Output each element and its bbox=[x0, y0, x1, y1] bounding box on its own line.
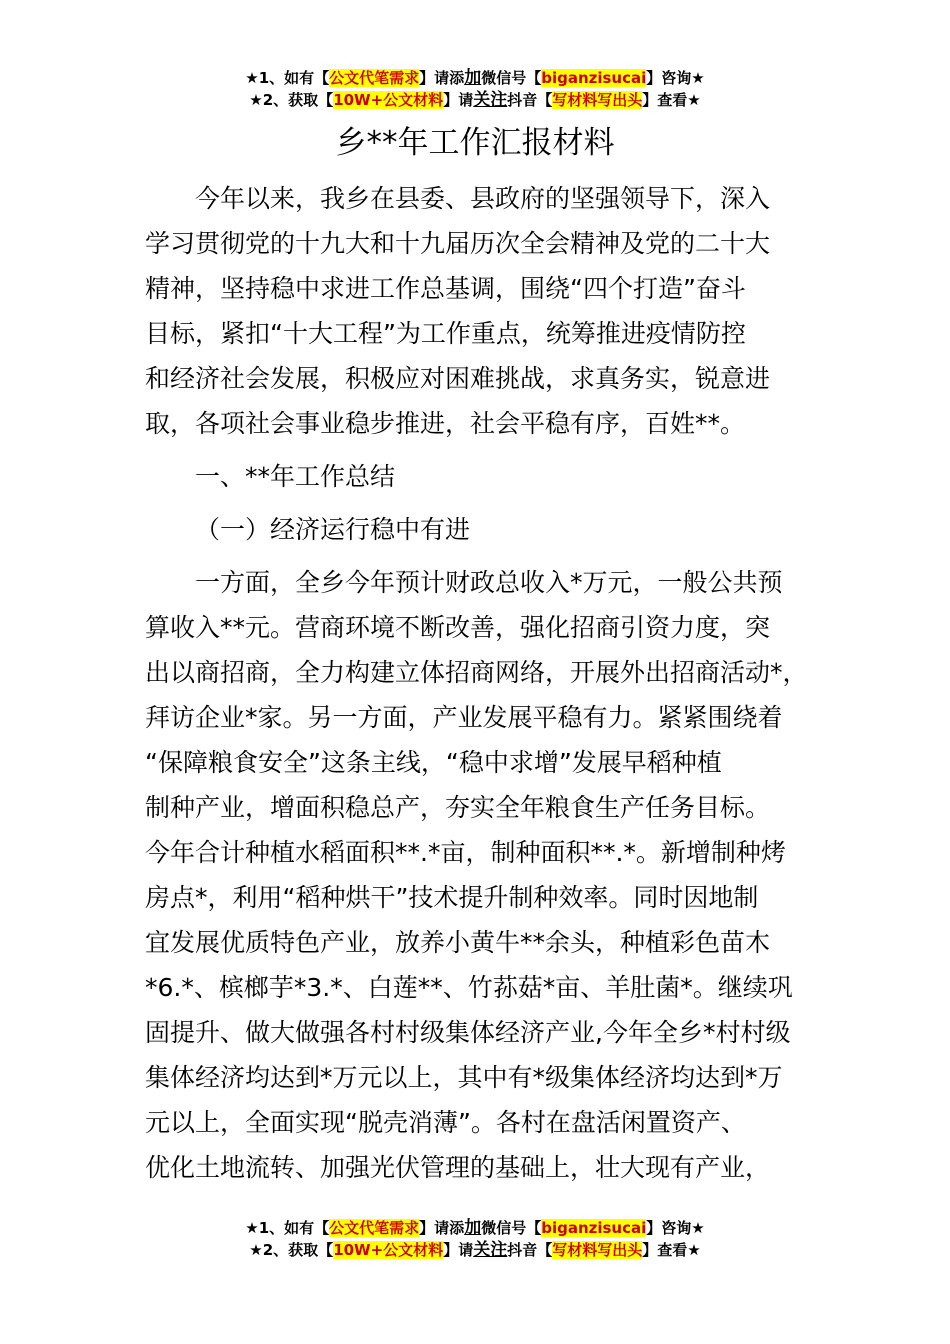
paragraph-line: 宜发展优质特色产业，放养小黄牛**余头，种植彩色苗木 bbox=[145, 928, 771, 957]
highlight-materials: 10W+公文材料 bbox=[333, 1241, 444, 1259]
paragraph-line: *6.*、槟榔芋*3.*、白莲**、竹荪菇*亩、羊肚菌*。继续巩 bbox=[145, 973, 793, 1002]
document-title: 乡**年工作汇报材料 bbox=[335, 125, 615, 161]
subsection-heading: （一）经济运行稳中有进 bbox=[195, 515, 471, 544]
document-body bbox=[145, 176, 845, 1190]
paragraph-line: 出以商招商，全力构建立体招商网络，开展外出招商活动*， bbox=[145, 658, 808, 687]
highlight-service: 公文代笔需求 bbox=[329, 69, 420, 87]
paragraph-line: 一方面，全乡今年预计财政总收入*万元，一般公共预 bbox=[195, 568, 783, 597]
banner-line-1: ★1、如有【公文代笔需求】请添加微信号【biganzisucai】咨询★ bbox=[245, 1218, 705, 1238]
paragraph-line: 元以上，全面实现“脱壳消薄”。各村在盘活闲置资产、 bbox=[145, 1108, 746, 1137]
paragraph-line: 和经济社会发展，积极应对困难挑战，求真务实，锐意进 bbox=[145, 364, 771, 393]
highlight-wechat-id: biganzisucai bbox=[541, 69, 647, 87]
banner-line-1: ★1、如有【公文代笔需求】请添加微信号【biganzisucai】咨询★ bbox=[245, 68, 705, 88]
paragraph-line: 房点*，利用“稻种烘干”技术提升制种效率。同时因地制 bbox=[145, 883, 759, 912]
paragraph-line: 优化土地流转、加强光伏管理的基础上，壮大现有产业， bbox=[145, 1153, 771, 1182]
banner-line-2: ★2、获取【10W+公文材料】请关注抖音【写材料写出头】查看★ bbox=[249, 90, 701, 110]
paragraph-line: 取，各项社会事业稳步推进，社会平稳有序，百姓**。 bbox=[145, 409, 746, 438]
paragraph-line: 精神，坚持稳中求进工作总基调，围绕“四个打造”奋斗 bbox=[145, 274, 746, 303]
section-heading: 一、**年工作总结 bbox=[195, 462, 396, 491]
paragraph-line: 今年合计种植水稻面积**.*亩，制种面积**.*。新增制种烤 bbox=[145, 838, 786, 867]
footer-banner bbox=[0, 1217, 950, 1261]
header-banner bbox=[0, 67, 950, 111]
paragraph-line: “保障粮食安全”这条主线，“稳中求增”发展早稻种植 bbox=[145, 748, 722, 777]
paragraph-line: 目标，紧扣“十大工程”为工作重点，统筹推进疫情防控 bbox=[145, 319, 746, 348]
banner-line-2: ★2、获取【10W+公文材料】请关注抖音【写材料写出头】查看★ bbox=[249, 1240, 701, 1260]
highlight-wechat-id: biganzisucai bbox=[541, 1219, 647, 1237]
highlight-douyin-id: 写材料写出头 bbox=[552, 1241, 643, 1259]
paragraph-line: 今年以来，我乡在县委、县政府的坚强领导下，深入 bbox=[195, 184, 771, 213]
paragraph-line: 算收入**元。营商环境不断改善，强化招商引资力度，突 bbox=[145, 613, 771, 642]
highlight-materials: 10W+公文材料 bbox=[333, 91, 444, 109]
paragraph-line: 拜访企业*家。另一方面，产业发展平稳有力。紧紧围绕着 bbox=[145, 703, 783, 732]
highlight-douyin-id: 写材料写出头 bbox=[552, 91, 643, 109]
paragraph-line: 固提升、做大做强各村村级集体经济产业,今年全乡*村村级 bbox=[145, 1018, 791, 1047]
paragraph-line: 制种产业，增面积稳总产，夯实全年粮食生产任务目标。 bbox=[145, 793, 771, 822]
paragraph-line: 学习贯彻党的十九大和十九届历次全会精神及党的二十大 bbox=[145, 229, 771, 258]
paragraph-line: 集体经济均达到*万元以上，其中有*级集体经济均达到*万 bbox=[145, 1063, 783, 1092]
highlight-service: 公文代笔需求 bbox=[329, 1219, 420, 1237]
